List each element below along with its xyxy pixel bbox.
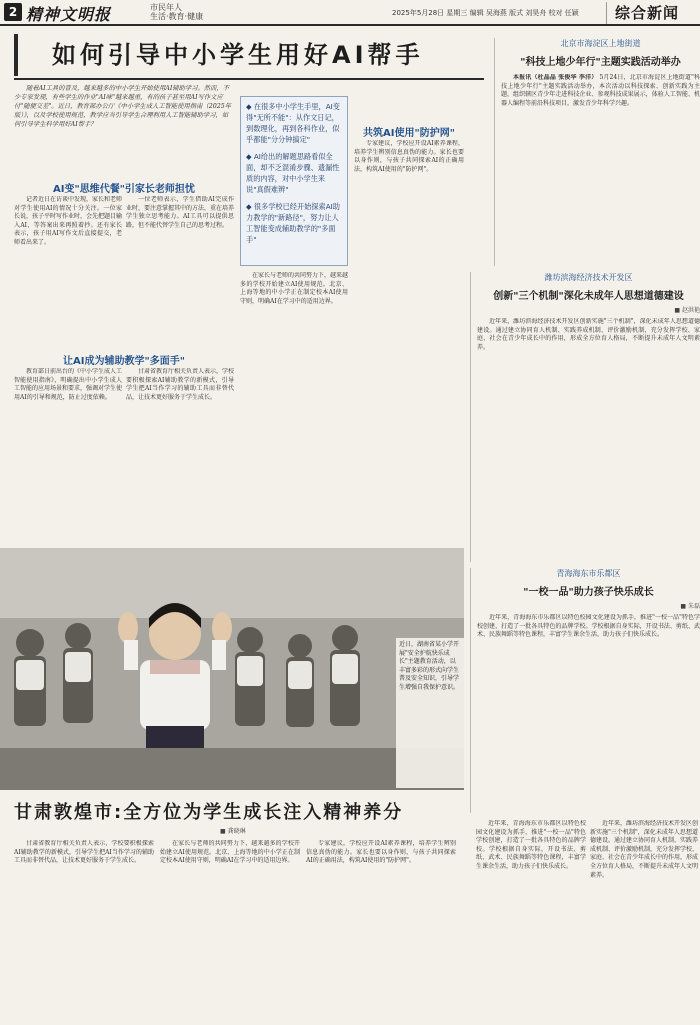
pull-quote-item: ◆ AI给出的解题思路看似全面，却不乏混淆步骤、遗漏性质的内容，对中小学生来说"真假难辨" (246, 151, 342, 195)
article-body-text: 近年来，潍坊滨海经济技术开发区创新实施"三个机制"，深化未成年人思想道德建设。通过建立协同育人机制、实践养成机制、评价激励机制，充分发挥学校、家庭、社会在青少年成长中的作用，形成全方位育人格局，不断提升未成年人文明素养。 (477, 318, 700, 351)
article-beijing-haidian (494, 38, 700, 266)
column-2-paragraph-2: 甘肃省教育厅相关负责人表示，学校要积极探索AI辅助教学的新模式，引导学生把AI当作学习的辅助工具而非替代品，让技术更好服务于学生成长。 (126, 368, 234, 401)
news-photo-children (0, 548, 464, 790)
lower-column-3: 专家建议，学校应开设AI素养课程，培养学生辨别信息真伪的能力。家长也要以身作则，与孩子共同探索AI的正确用法，构筑AI使用的"防护网"。 (306, 840, 456, 865)
subhead-ai-safety: 共筑AI使用"防护网" (363, 128, 455, 139)
article-byline: 本报讯（杜晶晶 张俊华 李洋） (513, 74, 598, 81)
page-number: 2 (4, 3, 22, 21)
article-kicker: 北京市海淀区上地街道 (560, 39, 641, 48)
main-headline: 如何引导中小学生用好AI帮手 (14, 34, 484, 76)
article-byline (477, 305, 700, 314)
byline-name: 龚晓琳 (227, 828, 246, 835)
article-kicker: 青海海东市乐都区 (556, 569, 621, 578)
section-title: 综合新闻 (606, 2, 700, 24)
sub-masthead: 市民年人 生活·教育·健康 (150, 3, 204, 21)
byline-name: 赵洪艳 (681, 307, 700, 314)
column-2-paragraph-1: 一位老师表示，学生借助AI完成作业时，要注意掌握其中的方法，重在培养学生独立思考能力。AI工具可以提供思路，但不能代替学生自己的思考过程。 (126, 196, 234, 229)
article-intro: 随着AI工具的普及，越来越多的中小学生开始使用AI辅助学习。然而，不少专家发现，有些学生的作业"AI味"越来越重，有的孩子甚至用AI写作文应付"随便交差"。近日，教育部办公厅《中小学生成人工智能使用指南（2025年版）》，以及学校使用规范，教学应当引导学生合理利用人工智能辅助学习，如何引导学生科学用好AI帮手？ (14, 85, 232, 128)
subhead-ai-concern: AI变"思维代餐"引家长老师担忧 (53, 184, 195, 195)
article-body (501, 74, 700, 254)
lower-byline (220, 826, 246, 835)
pull-quote-item: ◆ 在很多中小学生手里，AI变得"无所不能"：从作文日记，到数理化，再到各科作业，似乎都能"分分钟搞定" (246, 101, 342, 145)
photo-illustration (0, 548, 464, 790)
article-body-text: 5月24日，北京市海淀区上地街道"科技上地少年行"主题实践活动举办，本次活动以科技探索、创新实践为主题，组织辖区青少年走进科技企业、参观科技成果展示，体验人工智能、机器人编程等前沿科技项目，激发青少年科学兴趣。 (501, 74, 700, 107)
right-lower-column-2: 近年来，潍坊滨海经济技术开发区创新实施"三个机制"，深化未成年人思想道德建设。通过建立协同育人机制、实践养成机制、评价激励机制，充分发挥学校、家庭、社会在青少年成长中的作用，形成全方位育人格局，不断提升未成年人文明素养。 (590, 820, 698, 879)
article-title: "科技上地少年行"主题实践活动举办 (520, 57, 681, 68)
issue-meta: 2025年5月28日 星期三 编辑 吴海燕 版式 刘昊舟 校对 任颖 (392, 9, 579, 17)
pull-quote-item: ◆ 很多学校已经开始探索AI助力教学的"新路径"，努力让人工智能变成辅助教学的"多面手" (246, 201, 342, 245)
byline-name: 朱磊 (687, 603, 700, 610)
article-title: "一校一品"助力孩子快乐成长 (523, 587, 654, 598)
article-byline (477, 601, 700, 610)
lower-column-1: 甘肃省教育厅相关负责人表示，学校要积极探索AI辅助教学的新模式，引导学生把AI当作学习的辅助工具而非替代品，让技术更好服务于学生成长。 (14, 840, 154, 865)
masthead: 精神文明报 (26, 5, 112, 24)
article-qinghai-ledu (470, 568, 700, 813)
pen-icon: ■ (680, 603, 688, 610)
photo-caption: 近日，湖南省某小学开展"安全护航快乐成长"主题教育活动，以丰富多彩的形式向学生普及安全知识，引导学生增强自我保护意识。 (396, 638, 464, 788)
lower-headline: 甘肃敦煌市:全方位为学生成长注入精神养分 (14, 802, 404, 823)
lower-column-2: 在家长与老师的共同努力下，越来越多的学校开始建立AI使用规范。北京、上海等地的中小学正在制定校本AI使用守则，明确AI在学习中的适用边界。 (160, 840, 300, 865)
article-weifang (470, 272, 700, 562)
headline-divider (14, 78, 484, 80)
column-1-paragraph-2: 教育部日前出台的《中小学生成人工智能使用指南》，明确提出中小学生成人工智能的应用场景和要求，强调对学生使用AI的引导和规范，防止过度依赖。 (14, 368, 122, 401)
pen-icon: ■ (674, 307, 682, 314)
pen-icon: ■ (220, 828, 228, 835)
column-4-paragraph: 专家建议，学校应开设AI素养课程，培养学生辨别信息真伪的能力。家长也要以身作则，与孩子共同探索AI的正确用法，构筑AI使用的"防护网"。 (354, 140, 464, 173)
pull-quote-box (240, 96, 348, 266)
article-title: 创新"三个机制"深化未成年人思想道德建设 (493, 291, 684, 302)
column-3-paragraph-1: 在家长与老师的共同努力下，越来越多的学校开始建立AI使用规范。北京、上海等地的中小学正在制定校本AI使用守则，明确AI在学习中的适用边界。 (240, 272, 348, 305)
subhead-ai-helper: 让AI成为辅助教学"多面手" (63, 356, 185, 367)
article-body-text: 近年来，青海海东市乐都区以特色校园文化建设为抓手，推进"一校一品"特色学校创建，打造了一批各具特色的品牌学校。学校根据自身实际，开设书法、剪纸、武术、民族舞蹈等特色课程，丰富学生课余生活，助力孩子们快乐成长。 (477, 614, 700, 639)
article-kicker: 潍坊滨海经济技术开发区 (544, 273, 633, 282)
column-1-paragraph-1: 记者近日在访谈中发现，家长和老师对学生使用AI的情况十分关注。一位家长说，孩子平时写作业时，会先把题目输入AI，等答案出来再照着抄。还有家长表示，孩子用AI写作文后直接提交，老师看出来了。 (14, 196, 122, 246)
right-lower-column-1: 近年来，青海海东市乐都区以特色校园文化建设为抓手，推进"一校一品"特色学校创建，打造了一批各具特色的品牌学校。学校根据自身实际，开设书法、剪纸、武术、民族舞蹈等特色课程，丰富学生课余生活，助力孩子们快乐成长。 (476, 820, 586, 870)
